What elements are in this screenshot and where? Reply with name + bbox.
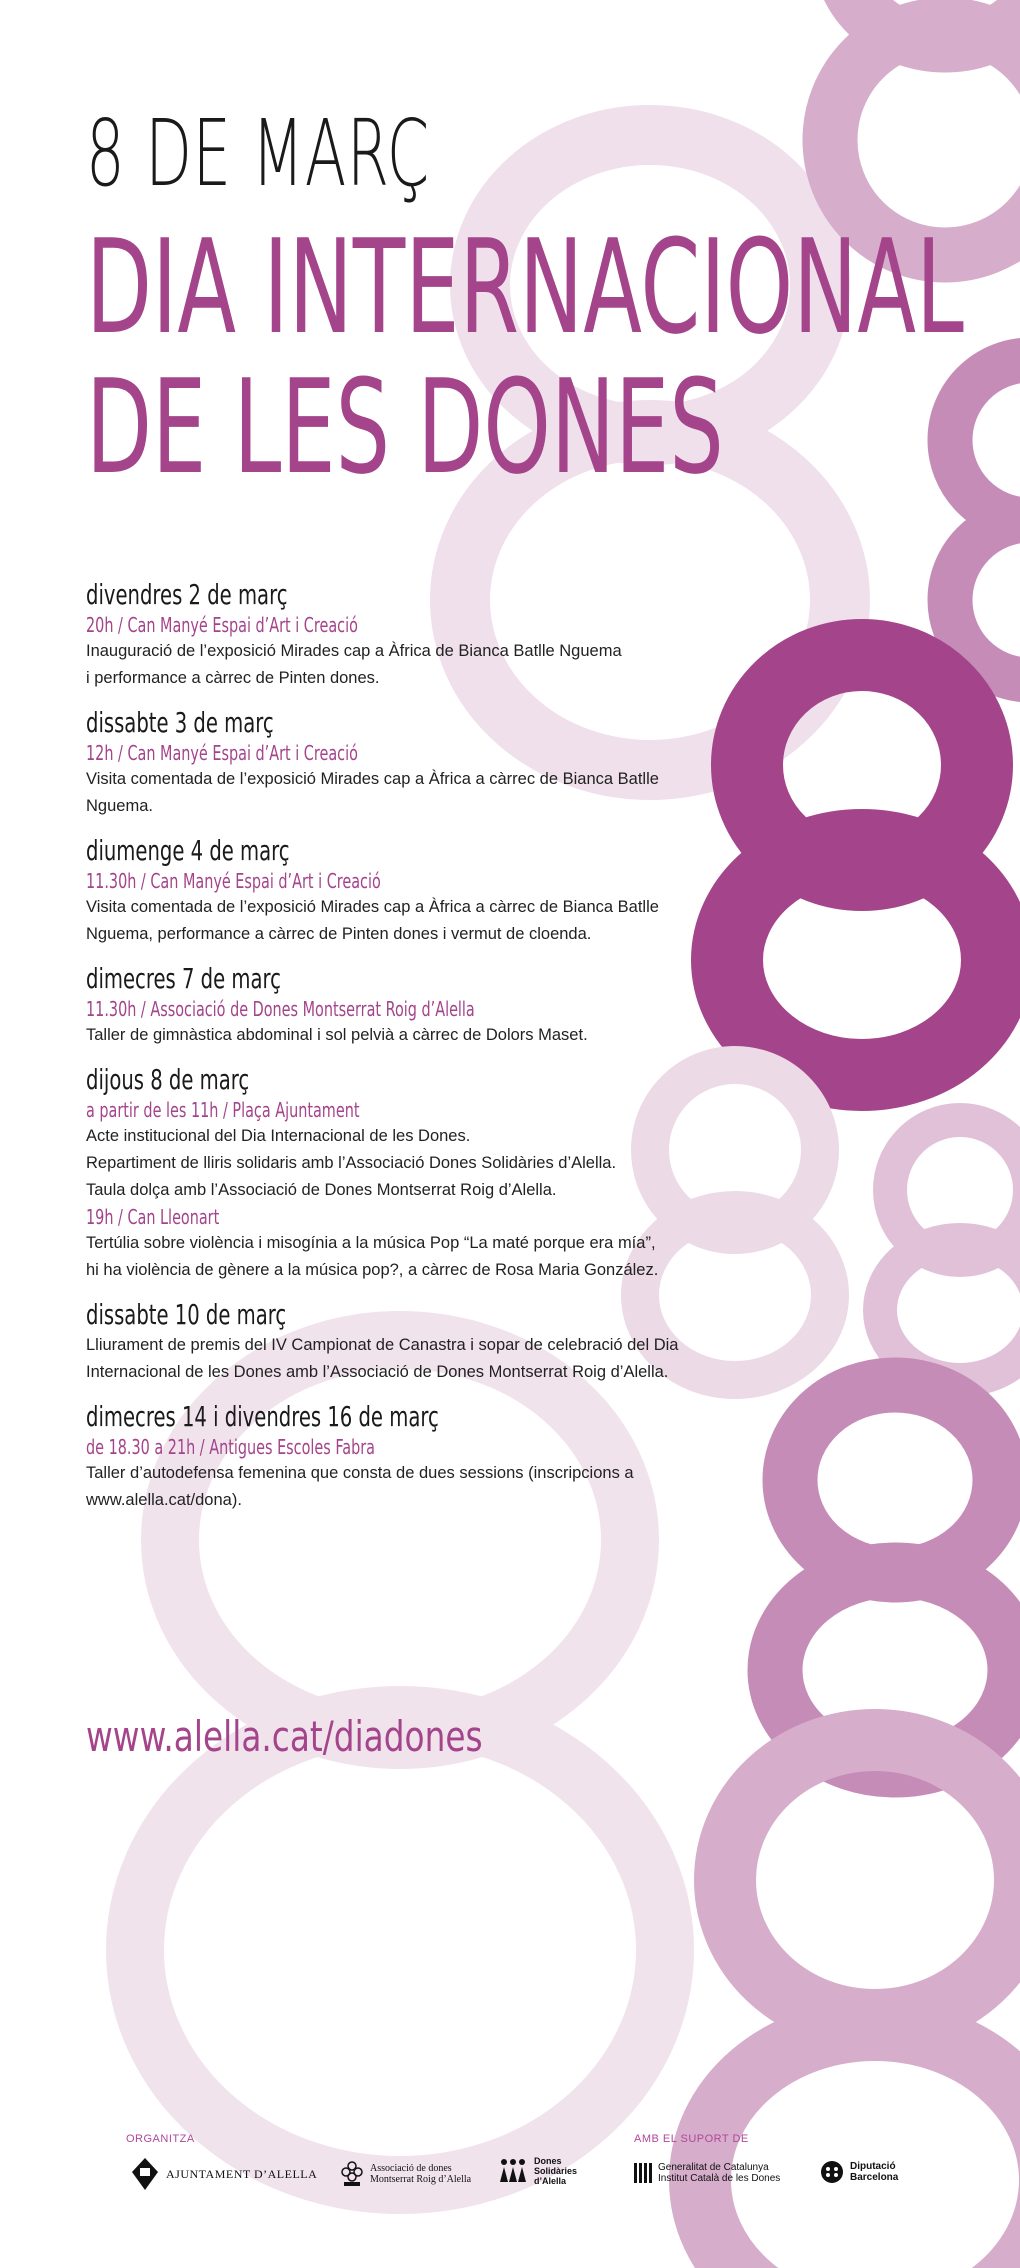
event-description [86,766,706,820]
associacio-logo-line: Associació de dones [370,2163,452,2174]
event-place: 11.30h / Can Manyé Espai d’Art i Creació [86,869,381,893]
event-item [86,1063,706,1284]
suport-label: AMB EL SUPORT DE [634,2133,749,2145]
event-desc-line: Tertúlia sobre violència i misogínia a la música Pop “La maté porque era mía”, [86,1234,656,1252]
event-date: dissabte 3 de març [86,706,274,739]
event-item [86,706,706,820]
dones-solidaries-logo-text [534,2156,577,2186]
crest-icon [130,2156,160,2192]
event-date: divendres 2 de març [86,578,288,611]
generalitat-logo-line: Generalitat de Catalunya [658,2162,769,2173]
event-date: diumenge 4 de març [86,834,290,867]
event-place: 12h / Can Manyé Espai d’Art i Creació [86,741,358,765]
event-list [86,578,706,1528]
dones-logo-line: Dones [534,2156,562,2166]
page-title-line1: DIA INTERNACIONAL [86,211,964,363]
event-date: dissabte 10 de març [86,1298,287,1331]
page-title-line2: DE LES DONES [86,351,724,503]
event-desc-line: Repartiment de lliris solidaris amb l’Associació Dones Solidàries d’Alella. [86,1154,617,1172]
event-desc-line: Taller de gimnàstica abdominal i sol pelvià a càrrec de Dolors Maset. [86,1026,588,1044]
event-desc-line: Inauguració de l’exposició Mirades cap a Àfrica de Bianca Batlle Nguema [86,642,622,660]
event-place: a partir de les 11h / Plaça Ajuntament [86,1098,360,1122]
generalitat-stripes-icon [634,2163,652,2183]
event-desc-line: Internacional de les Dones amb l’Associació de Dones Montserrat Roig d’Alella. [86,1363,669,1381]
ajuntament-logo [130,2156,317,2192]
event-description [86,638,706,692]
event-place: de 18.30 a 21h / Antigues Escoles Fabra [86,1435,376,1459]
event-description [86,1332,706,1386]
organitza-label: ORGANITZA [126,2133,195,2145]
event-description [86,1230,706,1284]
flower-icon [340,2160,364,2188]
event-desc-line: Nguema, performance a càrrec de Pinten dones i vermut de cloenda. [86,925,592,943]
event-desc-line: Visita comentada de l’exposició Mirades cap a Àfrica a càrrec de Bianca Batlle [86,770,659,788]
website-link[interactable]: www.alella.cat/diadones [86,1712,483,1761]
event-desc-line: Acte institucional del Dia Internacional de les Dones. [86,1127,471,1145]
event-item [86,962,706,1049]
event-date: dimecres 14 i divendres 16 de març [86,1400,439,1433]
diputacio-logo-text [850,2161,898,2183]
event-desc-line: i performance a càrrec de Pinten dones. [86,669,380,687]
event-description [86,1022,706,1049]
event-desc-line: Taller d’autodefensa femenina que consta de dues sessions (inscripcions a [86,1464,634,1482]
women-figures-icon [498,2156,528,2186]
diputacio-logo [820,2160,898,2184]
event-date-heading: 8 DE MARÇ [86,100,430,207]
event-place: 19h / Can Lleonart [86,1205,220,1229]
event-date: dijous 8 de març [86,1063,250,1096]
event-desc-line: Visita comentada de l’exposició Mirades cap a Àfrica a càrrec de Bianca Batlle [86,898,659,916]
event-desc-line: hi ha violència de gènere a la música pop?, a càrrec de Rosa Maria González. [86,1261,659,1279]
event-description [86,1460,706,1514]
dones-logo-line: Solidàries [534,2166,578,2176]
associacio-logo [340,2160,471,2188]
event-place: 20h / Can Manyé Espai d’Art i Creació [86,613,358,637]
event-item [86,578,706,692]
diputacio-logo-line: Diputació [850,2161,896,2172]
diputacio-emblem-icon [820,2160,844,2184]
event-description [86,1123,706,1204]
generalitat-logo [634,2162,780,2184]
event-desc-line: Taula dolça amb l’Associació de Dones Montserrat Roig d’Alella. [86,1181,557,1199]
event-desc-line: Nguema. [86,797,153,815]
associacio-logo-line: Montserrat Roig d’Alella [370,2174,472,2185]
event-item [86,1400,706,1514]
generalitat-logo-line: Institut Català de les Dones [658,2173,781,2184]
generalitat-logo-text [658,2162,780,2184]
dones-solidaries-logo [498,2156,577,2186]
event-desc-line: Lliurament de premis del IV Campionat de Canastra i sopar de celebració del Dia [86,1336,679,1354]
event-place: 11.30h / Associació de Dones Montserrat Roig d’Alella [86,997,475,1021]
ajuntament-logo-text: AJUNTAMENT D’ALELLA [166,2166,318,2181]
event-item [86,834,706,948]
event-desc-line: www.alella.cat/dona). [86,1491,242,1509]
associacio-logo-text [370,2163,471,2185]
dones-logo-line: d’Alella [534,2176,567,2186]
event-item [86,1298,706,1386]
event-date: dimecres 7 de març [86,962,281,995]
event-description [86,894,706,948]
diputacio-logo-line: Barcelona [850,2172,899,2183]
